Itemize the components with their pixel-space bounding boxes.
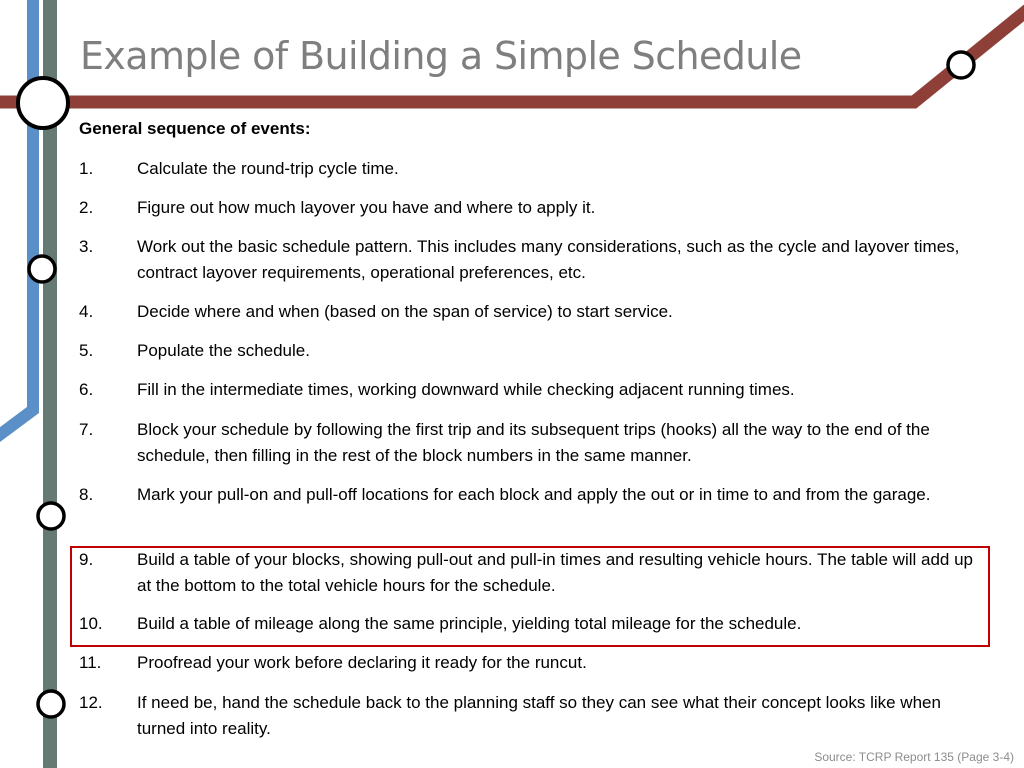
item-text: If need be, hand the schedule back to the planning staff so they can see what their concept looks like when turned into reality. [137, 693, 941, 738]
station-icon [948, 52, 974, 78]
item-number: 1. [79, 159, 94, 178]
item-number: 9. [79, 550, 94, 569]
source-citation: Source: TCRP Report 135 (Page 3-4) [814, 750, 1014, 764]
blue-transit-line [0, 0, 33, 442]
station-icon [38, 691, 64, 717]
item-number: 6. [79, 380, 94, 399]
item-number: 10. [79, 614, 103, 633]
item-text: Decide where and when (based on the span of service) to start service. [137, 302, 673, 321]
item-text: Mark your pull-on and pull-off locations for each block and apply the out or in time to and from the garage. [137, 485, 931, 504]
item-text: Work out the basic schedule pattern. This includes many considerations, such as the cycle and layover times, contract layover requirements, operational preferences, etc. [137, 237, 960, 282]
item-number: 2. [79, 198, 94, 217]
item-text: Build a table of your blocks, showing pull-out and pull-in times and resulting vehicle hours. The table will add up at the bottom to the total vehicle hours for the schedule. [137, 550, 973, 595]
item-number: 7. [79, 420, 94, 439]
item-text: Populate the schedule. [137, 341, 310, 360]
section-subheading: General sequence of events: [79, 119, 311, 138]
item-text: Calculate the round-trip cycle time. [137, 159, 399, 178]
station-large-icon [18, 78, 68, 128]
item-number: 3. [79, 237, 94, 256]
item-text: Block your schedule by following the first trip and its subsequent trips (hooks) all the way to the end of the schedule, then filling in the rest of the block numbers in the same manner. [137, 420, 930, 465]
station-icon [38, 503, 64, 529]
item-text: Proofread your work before declaring it ready for the runcut. [137, 653, 587, 672]
item-number: 4. [79, 302, 94, 321]
item-text: Build a table of mileage along the same principle, yielding total mileage for the schedule. [137, 614, 802, 633]
item-number: 11. [79, 653, 102, 672]
item-text: Fill in the intermediate times, working downward while checking adjacent running times. [137, 380, 795, 399]
item-text: Figure out how much layover you have and where to apply it. [137, 198, 596, 217]
slide-title: Example of Building a Simple Schedule [80, 34, 802, 78]
item-number: 8. [79, 485, 94, 504]
item-number: 12. [79, 693, 103, 712]
item-number: 5. [79, 341, 94, 360]
station-icon [29, 256, 55, 282]
